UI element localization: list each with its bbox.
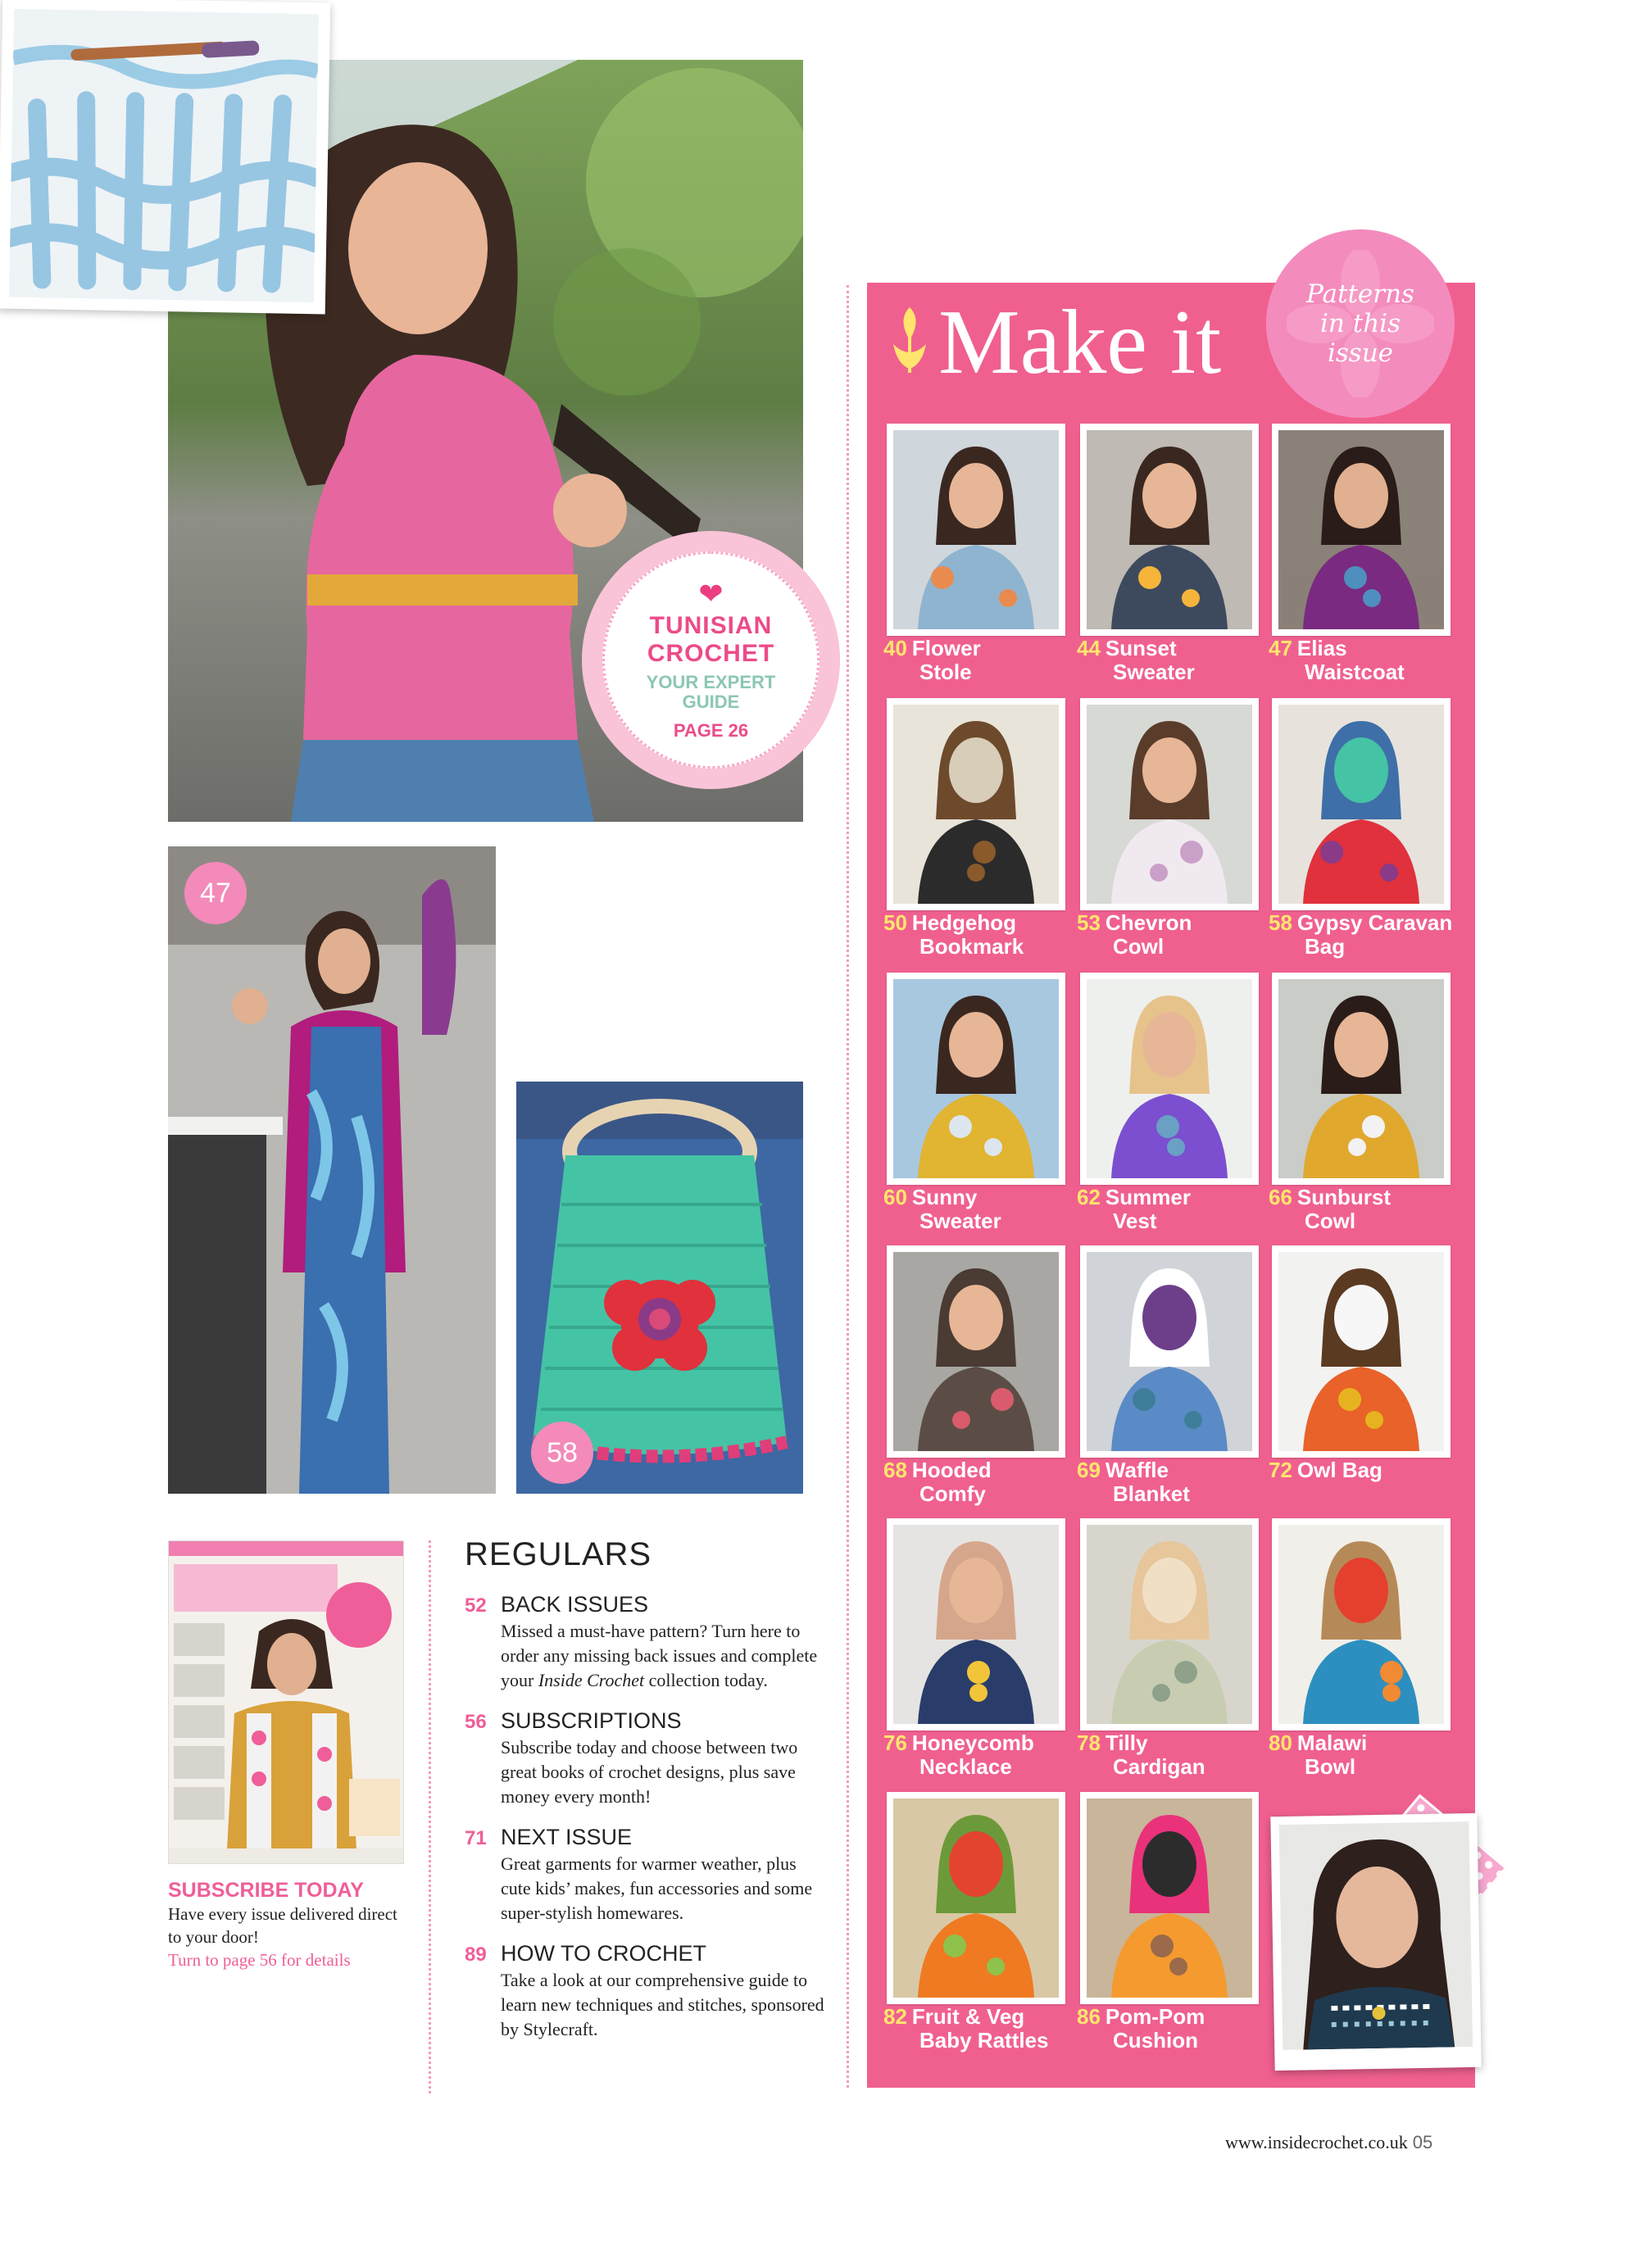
pattern-name-line2: Comfy <box>919 1481 986 1506</box>
regulars-item-title: NEXT ISSUE <box>501 1825 633 1849</box>
regulars-item-title: SUBSCRIPTIONS <box>501 1708 682 1733</box>
pattern-caption[interactable] <box>883 1731 1080 1779</box>
regulars-item[interactable] <box>465 1940 825 2042</box>
pattern-photo <box>893 705 1059 904</box>
page-footer <box>1225 2132 1432 2153</box>
pattern-thumbnail[interactable] <box>1080 424 1259 636</box>
regulars-item-page: 56 <box>465 1711 487 1733</box>
patterns-badge-line1: Patterns <box>1306 279 1414 309</box>
regulars-item-title: BACK ISSUES <box>501 1592 649 1617</box>
pattern-name-line1: Pom-Pom <box>1105 2004 1205 2029</box>
pattern-page-number: 76 <box>883 1730 907 1755</box>
tunisian-sub-line1: YOUR EXPERT <box>646 671 776 692</box>
pattern-name-line1: Flower <box>911 636 981 660</box>
pattern-photo <box>1278 1252 1444 1451</box>
pattern-thumbnail[interactable] <box>1272 1518 1451 1730</box>
pattern-name-line1: Waffle <box>1105 1458 1169 1482</box>
pattern-page-number: 50 <box>883 910 907 935</box>
pattern-caption[interactable] <box>1269 1186 1465 1233</box>
subscribe-link[interactable]: Turn to page 56 for details <box>168 1950 351 1970</box>
pattern-page-number: 72 <box>1269 1458 1292 1482</box>
pattern-name-line2: Waistcoat <box>1305 660 1405 684</box>
page-number: 05 <box>1412 2132 1433 2152</box>
pattern-page-number: 53 <box>1077 910 1101 935</box>
pattern-caption[interactable] <box>1077 1731 1274 1779</box>
flower-bud-icon <box>889 303 930 377</box>
pattern-name-line2: Necklace <box>919 1754 1012 1779</box>
tunisian-swatch-photo <box>0 0 330 314</box>
waistcoat-photo <box>168 846 496 1494</box>
patterns-badge-line2: in this <box>1320 309 1401 338</box>
pattern-thumbnail[interactable] <box>887 1792 1065 2004</box>
pattern-caption[interactable] <box>883 2005 1080 2053</box>
tunisian-page-ref: PAGE 26 <box>673 719 749 741</box>
pattern-caption[interactable] <box>883 1186 1080 1233</box>
pattern-photo <box>1087 430 1252 629</box>
pattern-name-line1: Sunny <box>911 1185 978 1209</box>
patterns-in-this-issue-badge <box>1266 229 1455 418</box>
regulars-item-heading <box>465 1591 825 1619</box>
tunisian-crochet-badge[interactable] <box>582 531 840 789</box>
subscribe-text: Have every issue delivered direct to your door! <box>168 1904 397 1947</box>
pattern-thumbnail[interactable] <box>887 1245 1065 1458</box>
regulars-item-text <box>501 1619 825 1693</box>
pattern-page-number: 86 <box>1077 2004 1101 2029</box>
pattern-photo <box>1087 705 1252 904</box>
pattern-name-line2: Blanket <box>1113 1481 1190 1506</box>
regulars-text-part: collection today. <box>644 1670 768 1690</box>
patterns-badge-line3: issue <box>1327 338 1394 368</box>
pattern-photo <box>1278 430 1444 629</box>
pattern-name-line2: Stole <box>919 660 972 684</box>
regulars-item-page: 71 <box>465 1827 487 1849</box>
pattern-thumbnail[interactable] <box>887 973 1065 1185</box>
pattern-photo <box>1278 705 1444 904</box>
page-badge-58: 58 <box>531 1422 593 1484</box>
tunisian-title-line1: TUNISIAN <box>649 611 773 639</box>
magazine-cover-thumbnail[interactable] <box>168 1540 404 1864</box>
pattern-name-line1: Sunburst <box>1296 1185 1392 1209</box>
pattern-page-number: 82 <box>883 2004 907 2029</box>
pattern-photo <box>1087 1252 1252 1451</box>
pattern-photo <box>1087 1799 1252 1998</box>
pattern-name-line2: Cardigan <box>1113 1754 1205 1779</box>
pattern-page-number: 66 <box>1269 1185 1292 1209</box>
divider-dotted-right <box>847 285 849 2088</box>
pattern-name-line2: Cowl <box>1113 934 1165 959</box>
pattern-photo <box>893 430 1059 629</box>
pattern-thumbnail[interactable] <box>1080 1792 1259 2004</box>
pattern-caption[interactable] <box>883 1458 1080 1506</box>
pattern-name-line2: Cushion <box>1113 2028 1198 2053</box>
pattern-photo <box>1087 979 1252 1178</box>
regulars-section <box>465 1536 825 2057</box>
regulars-item-heading <box>465 1940 825 1968</box>
polaroid-photo-model <box>1270 1813 1481 2071</box>
tunisian-title-line2: CROCHET <box>647 639 775 667</box>
pattern-thumbnail[interactable] <box>1272 698 1451 910</box>
pattern-caption[interactable] <box>1077 1458 1274 1506</box>
regulars-item[interactable] <box>465 1591 825 1693</box>
page-badge-47: 47 <box>184 862 247 924</box>
pattern-name-line2: Bowl <box>1305 1754 1356 1779</box>
pattern-name-line1: Summer <box>1105 1185 1191 1209</box>
regulars-item-heading <box>465 1824 825 1852</box>
pattern-name-line1: Owl Bag <box>1296 1458 1382 1482</box>
pattern-name-line2: Bag <box>1305 934 1346 959</box>
regulars-item-page: 52 <box>465 1594 487 1617</box>
regulars-item-text <box>501 1852 825 1926</box>
pattern-thumbnail[interactable] <box>887 698 1065 910</box>
regulars-item-heading <box>465 1708 825 1735</box>
pattern-name-line1: Honeycomb <box>911 1730 1034 1755</box>
regulars-text-part: Great garments for warmer weather, plus cute kids’ makes, fun accessories and some super-stylish homewares. <box>501 1853 813 1923</box>
regulars-text-part: Subscribe today and choose between two great books of crochet designs, plus save money every month! <box>501 1737 798 1807</box>
pattern-thumbnail[interactable] <box>887 1518 1065 1730</box>
pattern-thumbnail[interactable] <box>887 424 1065 636</box>
pattern-name-line2: Baby Rattles <box>919 2028 1049 2053</box>
regulars-item-title: HOW TO CROCHET <box>501 1941 707 1966</box>
pattern-name-line1: Tilly <box>1105 1730 1148 1755</box>
pattern-name-line1: Gypsy Caravan <box>1296 910 1453 935</box>
pattern-page-number: 78 <box>1077 1730 1101 1755</box>
subscribe-title: SUBSCRIBE TODAY <box>168 1879 364 1902</box>
pattern-thumbnail[interactable] <box>1272 1245 1451 1458</box>
regulars-item[interactable] <box>465 1708 825 1809</box>
pattern-name-line1: Malawi <box>1296 1730 1368 1755</box>
pattern-thumbnail[interactable] <box>1272 973 1451 1185</box>
pattern-name-line1: Hedgehog <box>911 910 1017 935</box>
pattern-name-line2: Vest <box>1113 1209 1157 1233</box>
pattern-name-line2: Sweater <box>1113 660 1195 684</box>
subscribe-block <box>168 1878 414 1971</box>
regulars-text-italic: Inside Crochet <box>538 1670 645 1690</box>
pattern-thumbnail[interactable] <box>1080 1245 1259 1458</box>
pattern-name-line1: Hooded <box>911 1458 992 1482</box>
pattern-photo <box>893 979 1059 1178</box>
pattern-name-line1: Sunset <box>1105 636 1177 660</box>
pattern-caption[interactable] <box>1077 911 1274 959</box>
pattern-photo <box>893 1525 1059 1724</box>
pattern-name-line1: Chevron <box>1105 910 1192 935</box>
pattern-thumbnail[interactable] <box>1272 424 1451 636</box>
regulars-text-part: Missed a must-have pattern? Turn here to order any missing back issues and complete your <box>501 1621 818 1690</box>
pattern-page-number: 69 <box>1077 1458 1101 1482</box>
make-it-title: Make it <box>938 292 1222 393</box>
pattern-thumbnail[interactable] <box>1080 698 1259 910</box>
pattern-page-number: 40 <box>883 636 907 660</box>
pattern-caption[interactable] <box>1269 1731 1465 1779</box>
pattern-name-line1: Elias <box>1296 636 1347 660</box>
pattern-name-line2: Sweater <box>919 1209 1001 1233</box>
pattern-name-line2: Bookmark <box>919 934 1024 959</box>
pattern-page-number: 44 <box>1077 636 1101 660</box>
pattern-caption[interactable] <box>883 911 1080 959</box>
heart-icon: ❤ <box>698 576 724 610</box>
pattern-page-number: 60 <box>883 1185 907 1209</box>
pattern-photo <box>893 1799 1059 1998</box>
pattern-page-number: 62 <box>1077 1185 1101 1209</box>
pattern-thumbnail[interactable] <box>1080 973 1259 1185</box>
pattern-page-number: 47 <box>1269 636 1292 660</box>
regulars-item-text <box>501 1735 825 1809</box>
pattern-photo <box>1087 1525 1252 1724</box>
pattern-thumbnail[interactable] <box>1080 1518 1259 1730</box>
regulars-item[interactable] <box>465 1824 825 1926</box>
divider-dotted-left <box>429 1540 431 2093</box>
regulars-heading: REGULARS <box>465 1536 652 1572</box>
tunisian-sub-line2: GUIDE <box>682 691 740 712</box>
pattern-name-line1: Fruit & Veg <box>911 2004 1025 2029</box>
pattern-caption[interactable] <box>1077 2005 1274 2053</box>
pattern-page-number: 58 <box>1269 910 1292 935</box>
pattern-caption[interactable] <box>1269 911 1465 959</box>
regulars-item-text <box>501 1968 825 2042</box>
pattern-caption[interactable] <box>1077 637 1274 684</box>
footer-url[interactable]: www.insidecrochet.co.uk <box>1225 2132 1408 2152</box>
regulars-text-part: Take a look at our comprehensive guide to learn new techniques and stitches, sponsored by Stylecraft. <box>501 1970 824 2039</box>
pattern-caption[interactable] <box>883 637 1080 684</box>
pattern-caption[interactable] <box>1077 1186 1274 1233</box>
pattern-photo <box>1278 979 1444 1178</box>
pattern-page-number: 68 <box>883 1458 907 1482</box>
pattern-caption[interactable] <box>1269 637 1465 684</box>
regulars-item-page: 89 <box>465 1944 487 1966</box>
pattern-photo <box>893 1252 1059 1451</box>
pattern-page-number: 80 <box>1269 1730 1292 1755</box>
pattern-photo <box>1278 1525 1444 1724</box>
pattern-caption[interactable] <box>1269 1458 1465 1482</box>
pattern-name-line2: Cowl <box>1305 1209 1356 1233</box>
